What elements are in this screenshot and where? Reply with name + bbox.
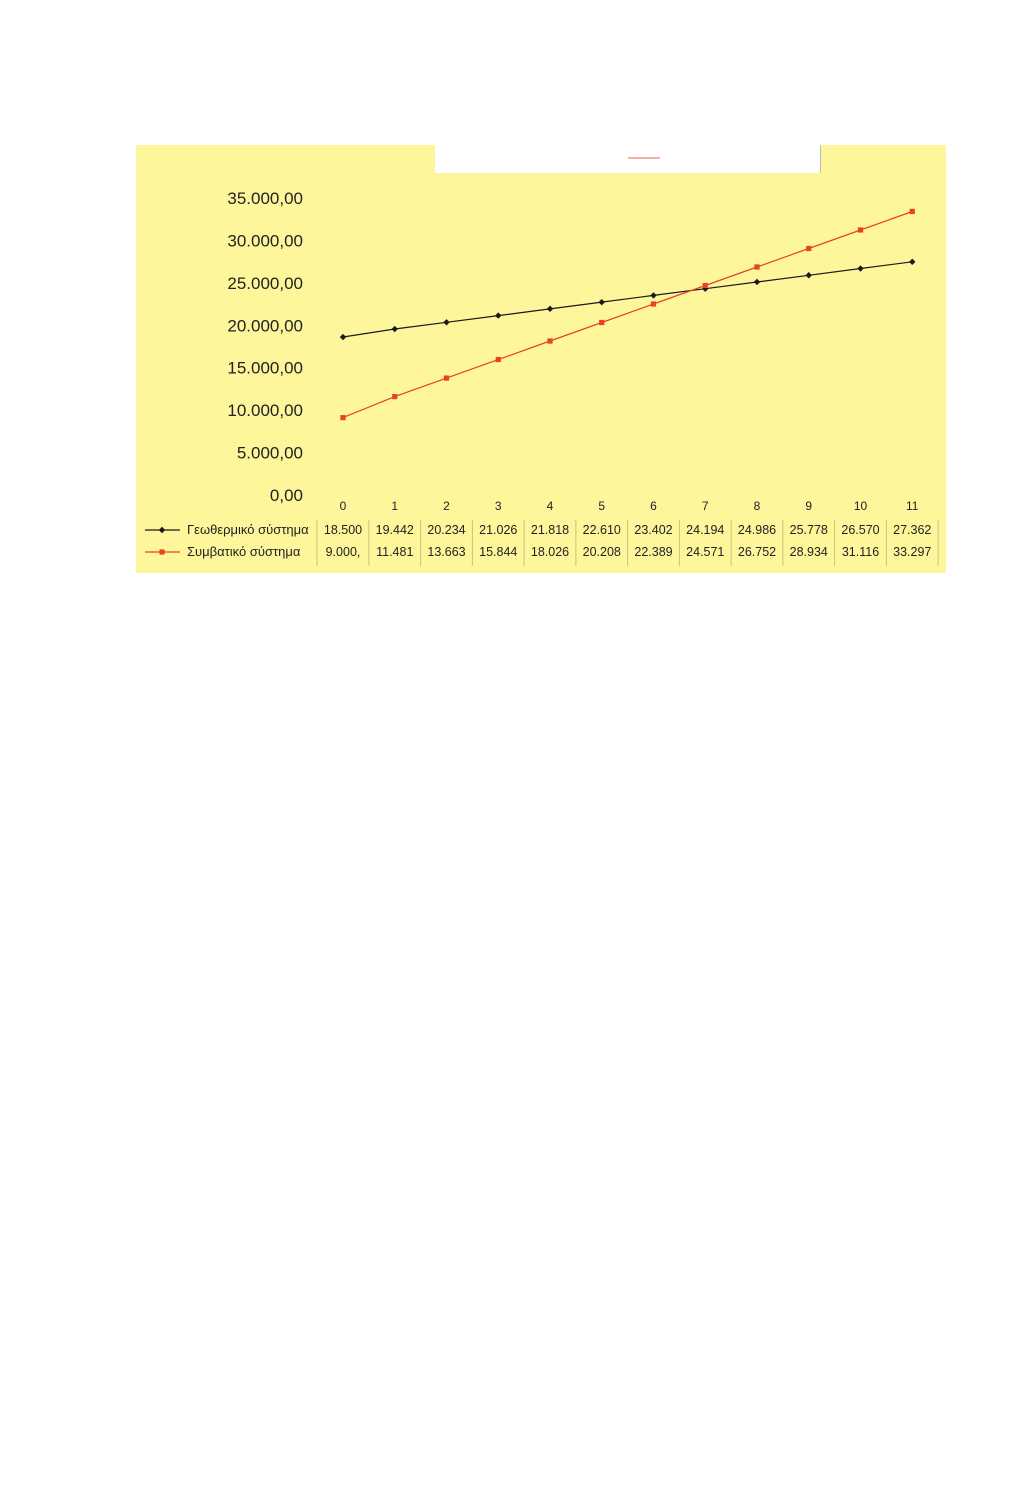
- data-point: [599, 299, 605, 305]
- table-cell-value: 13.663: [427, 545, 466, 559]
- x-tick-label: 10: [853, 499, 868, 513]
- data-point: [340, 415, 345, 420]
- table-cell-value: 22.389: [634, 545, 673, 559]
- table-cell-value: 9.000,: [325, 545, 361, 559]
- table-cell-value: 15.844: [479, 545, 518, 559]
- data-point: [496, 357, 501, 362]
- table-cell-value: 22.610: [582, 523, 621, 537]
- table-cell-value: 25.778: [789, 523, 828, 537]
- series-line-1: [343, 262, 912, 337]
- x-tick-label: 1: [391, 499, 399, 513]
- series-line-2: [343, 212, 912, 418]
- table-cell-value: 26.752: [737, 545, 777, 559]
- data-point: [806, 272, 812, 278]
- table-cell-value: 24.986: [737, 523, 777, 537]
- data-point: [651, 301, 656, 306]
- legend-marker: [159, 549, 164, 554]
- table-cell-value: 19.442: [375, 523, 414, 537]
- data-point: [495, 312, 501, 318]
- y-tick-label: 30.000,00: [227, 231, 303, 251]
- data-point: [910, 209, 915, 214]
- x-tick-label: 3: [494, 499, 502, 513]
- table-cell-value: 21.026: [479, 523, 518, 537]
- table-cell-value: 24.571: [686, 545, 725, 559]
- y-tick-label: 15.000,00: [227, 358, 303, 378]
- plot-lines: [340, 209, 916, 420]
- data-point: [392, 326, 398, 332]
- x-tick-label: 9: [805, 499, 813, 513]
- table-cell-value: 11.481: [376, 545, 414, 559]
- x-tick-label: 2: [443, 499, 450, 513]
- data-point: [703, 283, 708, 288]
- table-cell-value: 31.116: [841, 545, 880, 559]
- table-cell-value: 18.500: [323, 523, 363, 537]
- y-tick-label: 25.000,00: [227, 273, 303, 293]
- x-tick-label: 5: [598, 499, 606, 513]
- data-point: [857, 265, 863, 271]
- table-cell-value: 33.297: [893, 545, 932, 559]
- table-cell-value: 26.570: [841, 523, 880, 537]
- data-point: [444, 375, 449, 380]
- data-point: [599, 320, 604, 325]
- data-table: [145, 520, 938, 566]
- data-point: [754, 264, 759, 269]
- y-axis: [227, 189, 303, 505]
- data-point: [754, 279, 760, 285]
- y-tick-label: 10.000,00: [227, 401, 303, 421]
- table-cell-value: 28.934: [789, 545, 828, 559]
- table-cell-value: 20.234: [427, 523, 466, 537]
- data-point: [392, 394, 397, 399]
- table-cell-value: 24.194: [686, 523, 725, 537]
- x-axis: [340, 499, 919, 513]
- y-tick-label: 0,00: [269, 486, 303, 505]
- x-tick-label: 11: [906, 499, 919, 513]
- data-point: [909, 259, 915, 265]
- data-point: [858, 227, 863, 232]
- legend-label: Γεωθερμικό σύστημα: [187, 522, 309, 537]
- data-point: [443, 319, 449, 325]
- data-point: [340, 334, 346, 340]
- legend-marker: [159, 527, 165, 533]
- data-point: [806, 246, 811, 251]
- data-point: [547, 338, 552, 343]
- y-tick-label: 20.000,00: [227, 316, 303, 336]
- data-point: [547, 306, 553, 312]
- table-cell-value: 23.402: [634, 523, 673, 537]
- x-tick-label: 7: [701, 499, 709, 513]
- table-cell-value: 21.818: [530, 523, 570, 537]
- table-cell-value: 27.362: [893, 523, 932, 537]
- x-tick-label: 4: [546, 499, 554, 513]
- data-point: [650, 292, 656, 298]
- x-tick-label: 6: [650, 499, 657, 513]
- x-tick-label: 0: [339, 499, 347, 513]
- y-tick-label: 5.000,00: [236, 443, 303, 463]
- legend-label: Συμβατικό σύστημα: [187, 544, 301, 559]
- table-cell-value: 18.026: [530, 545, 570, 559]
- table-cell-value: 20.208: [582, 545, 621, 559]
- x-tick-label: 8: [753, 499, 761, 513]
- y-tick-label: 35.000,00: [227, 189, 303, 208]
